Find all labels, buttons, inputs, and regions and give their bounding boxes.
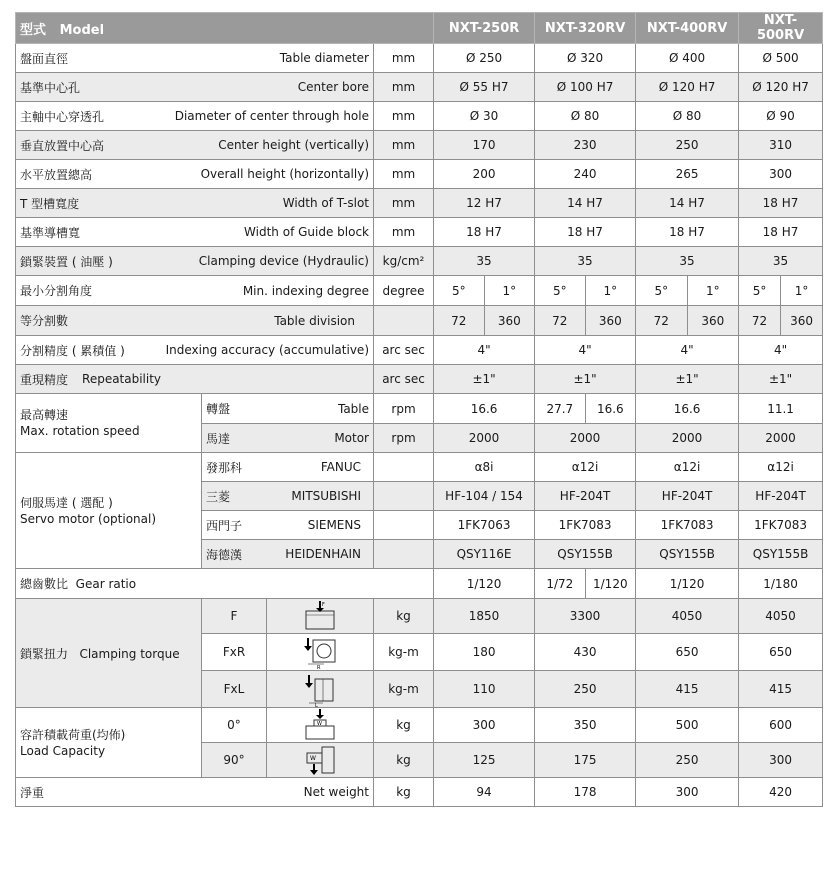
label-en: Table diameter: [279, 51, 369, 65]
value: 5°: [434, 276, 485, 305]
svg-text:L: L: [315, 703, 318, 707]
label-zh: 最小分割角度: [20, 284, 93, 298]
value: 415: [636, 671, 739, 708]
value: 94: [434, 778, 535, 807]
brand-en: HEIDENHAIN: [285, 547, 361, 561]
unit: kg-m: [374, 634, 434, 671]
label-zh: 主軸中心穿透孔: [20, 109, 105, 124]
value: 14 H7: [636, 189, 739, 218]
value: 300: [434, 708, 535, 743]
row-torque-f: [16, 599, 823, 634]
value: 1°: [603, 283, 618, 298]
row-through-hole: [16, 102, 823, 131]
value: 360: [497, 313, 521, 328]
unit: mm: [374, 102, 434, 131]
svg-text:R: R: [317, 665, 321, 670]
value: 110: [434, 671, 535, 708]
value: QSY116E: [434, 540, 535, 569]
value: 35: [434, 247, 535, 276]
brand-en: FANUC: [320, 460, 361, 474]
value: 18 H7: [535, 218, 636, 247]
label-zh: 等分割數: [20, 314, 69, 328]
row-guide-block: [16, 218, 823, 247]
value: 35: [739, 247, 823, 276]
value: 12 H7: [434, 189, 535, 218]
unit: mm: [374, 131, 434, 160]
value: 2000: [636, 424, 739, 453]
unit: kg: [374, 743, 434, 778]
label-en: Width of T-slot: [282, 196, 369, 210]
torque-f-icon: [303, 599, 337, 633]
label-en: Gear ratio: [75, 577, 137, 591]
value-pair: [434, 306, 535, 336]
value: 650: [739, 634, 823, 671]
label-en: Indexing accuracy (accumulative): [165, 343, 369, 357]
value-pair: [434, 276, 535, 306]
value: 72: [636, 306, 688, 335]
max-speed-label: 最高轉速 Max. rotation speed: [16, 394, 202, 453]
value: α12i: [739, 453, 823, 482]
value: 4": [535, 336, 636, 365]
model-zh: 型式: [20, 22, 47, 38]
load-horizontal-icon: [300, 743, 340, 777]
row-load-0: [16, 708, 823, 743]
value: α8i: [434, 453, 535, 482]
label-zh: 重現精度: [20, 372, 69, 387]
value: 16.6: [596, 401, 624, 416]
unit: kg: [374, 708, 434, 743]
value: Ø 120 H7: [739, 73, 823, 102]
row-center-bore: [16, 73, 823, 102]
brand-zh: 西門子: [206, 518, 243, 533]
model-en: Model: [59, 22, 105, 38]
unit: mm: [374, 160, 434, 189]
value-pair: [636, 276, 739, 306]
row-overall-height: [16, 160, 823, 189]
label-en: Net weight: [303, 785, 369, 799]
value: 4": [636, 336, 739, 365]
value: 125: [434, 743, 535, 778]
value-pair: [535, 276, 636, 306]
value: 18 H7: [739, 218, 823, 247]
load-angle: 90°: [202, 743, 267, 778]
value: Ø 120 H7: [636, 73, 739, 102]
value: 1/120: [593, 576, 628, 591]
label-en: Overall height (horizontally): [200, 167, 369, 181]
row-gear-ratio: [16, 569, 823, 599]
value: 300: [739, 160, 823, 189]
servo-label: 伺服馬達 ( 選配 ) Servo motor (optional): [16, 453, 202, 569]
brand-en: SIEMENS: [307, 518, 361, 532]
label-zh: 垂直放置中心高: [20, 138, 105, 153]
label-zh: 基準中心孔: [20, 80, 81, 95]
sublabel-zh: 轉盤: [206, 402, 231, 416]
value: 72: [739, 306, 781, 335]
value: 420: [739, 778, 823, 807]
value: 300: [636, 778, 739, 807]
value: 170: [434, 131, 535, 160]
value: ±1": [636, 365, 739, 394]
value: ±1": [739, 365, 823, 394]
value: 1/120: [434, 569, 535, 599]
value: 1FK7083: [535, 511, 636, 540]
unit: [374, 306, 434, 336]
value: 18 H7: [434, 218, 535, 247]
brand-zh: 三菱: [206, 489, 231, 504]
value-pair: [739, 306, 823, 336]
value: 250: [636, 131, 739, 160]
value: 5°: [535, 276, 586, 305]
value: 2000: [535, 424, 636, 453]
label-en: Clamping device (Hydraulic): [198, 254, 369, 268]
label-en: Width of Guide block: [244, 225, 369, 239]
value: 1850: [434, 599, 535, 634]
row-indexing-degree: [16, 276, 823, 306]
row-net-weight: [16, 778, 823, 807]
torque-fxr-icon: [301, 634, 339, 670]
value: 1/120: [636, 569, 739, 599]
unit: kg/cm²: [374, 247, 434, 276]
load-vertical-icon: [301, 708, 339, 742]
value: Ø 80: [636, 102, 739, 131]
label-en: Center bore: [297, 80, 369, 94]
value: Ø 55 H7: [434, 73, 535, 102]
row-indexing-accuracy: [16, 336, 823, 365]
value-pair: [535, 306, 636, 336]
unit: arc sec: [374, 336, 434, 365]
value: 2000: [434, 424, 535, 453]
header-row: [16, 13, 823, 44]
model-1: NXT-250R: [434, 13, 535, 44]
clamping-torque-label: 鎖緊扭力 Clamping torque: [16, 599, 202, 708]
value: 35: [636, 247, 739, 276]
value: 415: [739, 671, 823, 708]
row-center-height: [16, 131, 823, 160]
model-3: NXT-400RV: [636, 13, 739, 44]
value: 360: [598, 313, 622, 328]
value: HF-204T: [739, 482, 823, 511]
value-pair: [636, 306, 739, 336]
value: 1°: [705, 283, 720, 298]
value: Ø 100 H7: [535, 73, 636, 102]
label-en: Repeatability: [82, 372, 162, 386]
torque-label: F: [202, 599, 267, 634]
svg-text:W: W: [317, 721, 322, 727]
value: Ø 250: [434, 44, 535, 73]
value: 18 H7: [636, 218, 739, 247]
label-en: Min. indexing degree: [242, 283, 369, 298]
label-zh: 盤面直徑: [20, 51, 69, 66]
label-en: Table division: [274, 313, 355, 328]
label-en: Diameter of center through hole: [174, 109, 369, 123]
value: Ø 320: [535, 44, 636, 73]
value: α12i: [535, 453, 636, 482]
unit: mm: [374, 44, 434, 73]
value: Ø 500: [739, 44, 823, 73]
value: HF-104 / 154: [434, 482, 535, 511]
value: 1FK7083: [636, 511, 739, 540]
value: 4": [739, 336, 823, 365]
sublabel-en: Motor: [334, 431, 369, 445]
label-zh: 基準導槽寬: [20, 225, 81, 240]
value: 300: [739, 743, 823, 778]
value: 1/180: [739, 569, 823, 599]
value: 1°: [502, 283, 517, 298]
load-0-diagram: [267, 708, 374, 743]
model-header: [16, 13, 434, 44]
value: 1FK7063: [434, 511, 535, 540]
value: 350: [535, 708, 636, 743]
value: 200: [434, 160, 535, 189]
torque-label: FxR: [202, 634, 267, 671]
torque-label: FxL: [202, 671, 267, 708]
value: 11.1: [739, 394, 823, 424]
value: 27.7: [535, 394, 586, 423]
label-zh: 水平放置總高: [20, 167, 93, 182]
sublabel-zh: 馬達: [206, 431, 231, 446]
brand-zh: 海德漢: [206, 547, 243, 562]
value: 500: [636, 708, 739, 743]
svg-text:W: W: [310, 755, 316, 762]
value: 16.6: [434, 394, 535, 424]
brand-zh: 發那科: [206, 460, 243, 475]
torque-fxl-diagram: [267, 671, 374, 708]
value: QSY155B: [739, 540, 823, 569]
value: QSY155B: [535, 540, 636, 569]
value: 250: [636, 743, 739, 778]
torque-fxr-diagram: [267, 634, 374, 671]
value-pair: [535, 394, 636, 424]
row-t-slot: [16, 189, 823, 218]
value: 360: [701, 313, 725, 328]
value: Ø 30: [434, 102, 535, 131]
unit: degree: [374, 276, 434, 306]
value: 265: [636, 160, 739, 189]
label-zh: T 型槽寬度: [20, 196, 80, 211]
model-4: NXT-500RV: [739, 13, 823, 44]
value: 14 H7: [535, 189, 636, 218]
value: 4050: [739, 599, 823, 634]
value: 16.6: [636, 394, 739, 424]
sublabel-en: Table: [337, 401, 369, 416]
value: 72: [434, 306, 485, 335]
brand-en: MITSUBISHI: [291, 489, 361, 503]
load-90-diagram: [267, 743, 374, 778]
value: HF-204T: [636, 482, 739, 511]
value: 360: [790, 313, 813, 328]
value: 178: [535, 778, 636, 807]
value: 650: [636, 634, 739, 671]
value: 1°: [794, 283, 809, 298]
load-capacity-label: 容許積載荷重(均佈) Load Capacity: [16, 708, 202, 778]
unit: kg: [374, 599, 434, 634]
unit: mm: [374, 218, 434, 247]
label-zh: 總齒數比: [20, 577, 69, 591]
value: 1FK7083: [739, 511, 823, 540]
value: 175: [535, 743, 636, 778]
label-en: Center height (vertically): [218, 138, 369, 152]
value: 430: [535, 634, 636, 671]
value: 5°: [636, 276, 688, 305]
value: 2000: [739, 424, 823, 453]
row-table-division: [16, 306, 823, 336]
unit: kg: [374, 778, 434, 807]
value-pair: [535, 569, 636, 599]
row-repeatability: [16, 365, 823, 394]
value: 4050: [636, 599, 739, 634]
label-zh: 淨重: [20, 785, 45, 800]
unit: arc sec: [374, 365, 434, 394]
value-pair: [739, 276, 823, 306]
value: 600: [739, 708, 823, 743]
unit: rpm: [374, 394, 434, 424]
model-2: NXT-320RV: [535, 13, 636, 44]
row-table-diameter: [16, 44, 823, 73]
spec-table: [15, 12, 823, 807]
load-angle: 0°: [202, 708, 267, 743]
value: ±1": [535, 365, 636, 394]
label-zh: 鎖緊裝置 ( 油壓 ): [20, 254, 113, 269]
unit: kg-m: [374, 671, 434, 708]
row-clamping-device: [16, 247, 823, 276]
value: 35: [535, 247, 636, 276]
value: Ø 90: [739, 102, 823, 131]
value: 180: [434, 634, 535, 671]
value: α12i: [636, 453, 739, 482]
value: 250: [535, 671, 636, 708]
unit: rpm: [374, 424, 434, 453]
value: ±1": [434, 365, 535, 394]
value: 310: [739, 131, 823, 160]
value: 240: [535, 160, 636, 189]
label-zh: 分割精度 ( 累積值 ): [20, 343, 125, 358]
value: 18 H7: [739, 189, 823, 218]
value: HF-204T: [535, 482, 636, 511]
value: 230: [535, 131, 636, 160]
value: QSY155B: [636, 540, 739, 569]
value: 4": [434, 336, 535, 365]
value: Ø 80: [535, 102, 636, 131]
value: 5°: [739, 276, 781, 305]
svg-text:F: F: [322, 602, 325, 608]
row-speed-table: [16, 394, 823, 424]
unit: mm: [374, 189, 434, 218]
torque-f-diagram: [267, 599, 374, 634]
value: 1/72: [535, 569, 586, 598]
value: 3300: [535, 599, 636, 634]
value: 72: [535, 306, 586, 335]
torque-fxl-icon: [301, 671, 339, 707]
value: Ø 400: [636, 44, 739, 73]
row-servo-fanuc: [16, 453, 823, 482]
unit: mm: [374, 73, 434, 102]
